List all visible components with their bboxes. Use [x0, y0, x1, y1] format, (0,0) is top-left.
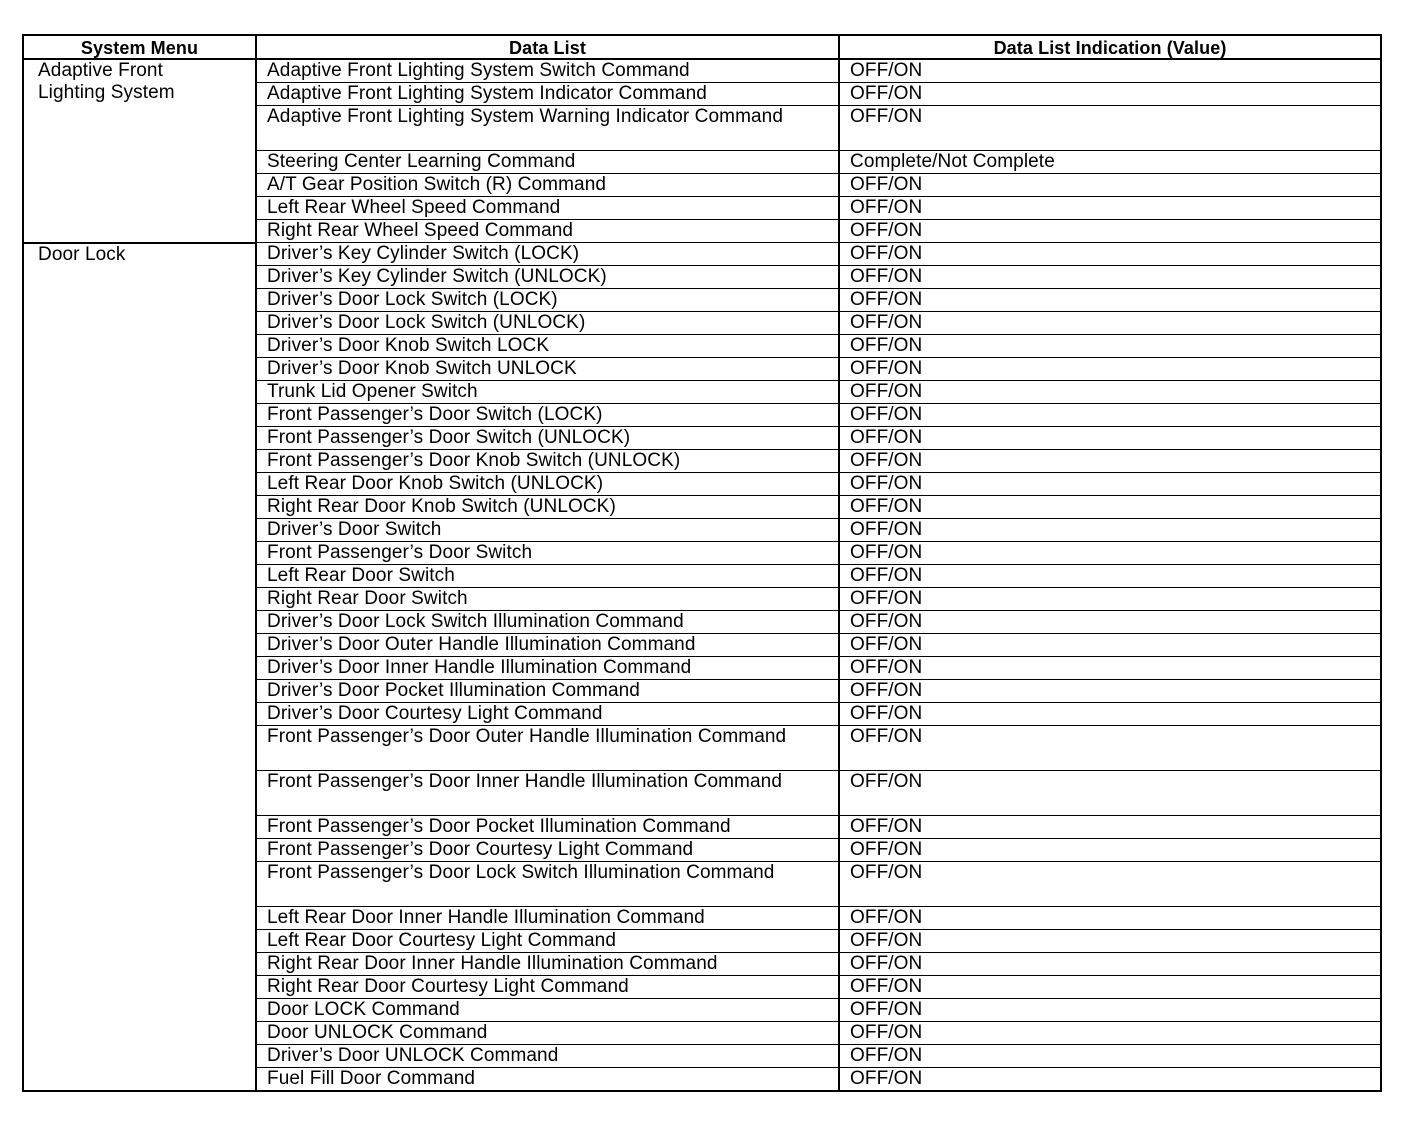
data-list-value: OFF/ON — [839, 106, 1381, 151]
data-list-value: OFF/ON — [839, 1022, 1381, 1045]
data-list-item: Left Rear Door Switch — [256, 565, 839, 588]
data-list-item: Adaptive Front Lighting System Warning Indicator Command — [256, 106, 839, 151]
data-list-item: Front Passenger’s Door Courtesy Light Command — [256, 839, 839, 862]
data-list-value: OFF/ON — [839, 862, 1381, 907]
data-list-value: OFF/ON — [839, 611, 1381, 634]
data-list-value: OFF/ON — [839, 565, 1381, 588]
data-list-item: Driver’s Door Inner Handle Illumination Command — [256, 657, 839, 680]
table-row — [23, 243, 1381, 266]
data-list-value: OFF/ON — [839, 930, 1381, 953]
system-menu-label: Door Lock — [38, 243, 126, 265]
data-list-item: Right Rear Wheel Speed Command — [256, 220, 839, 243]
data-list-item: Driver’s Door Lock Switch (LOCK) — [256, 289, 839, 312]
data-list-item: Driver’s Door Pocket Illumination Command — [256, 680, 839, 703]
data-list-value: OFF/ON — [839, 771, 1381, 816]
data-list-value: OFF/ON — [839, 680, 1381, 703]
data-list-value: OFF/ON — [839, 588, 1381, 611]
data-list-value: OFF/ON — [839, 358, 1381, 381]
data-list-item: Steering Center Learning Command — [256, 151, 839, 174]
system-menu-cell — [23, 243, 256, 1092]
data-list-item: Adaptive Front Lighting System Indicator Command — [256, 83, 839, 106]
system-menu-cell — [23, 59, 256, 243]
header-indication: Data List Indication (Value) — [839, 35, 1381, 59]
data-list-value: OFF/ON — [839, 542, 1381, 565]
data-list-item: Left Rear Wheel Speed Command — [256, 197, 839, 220]
data-list-item: Driver’s Door Lock Switch Illumination Command — [256, 611, 839, 634]
data-list-item: Front Passenger’s Door Knob Switch (UNLOCK) — [256, 450, 839, 473]
data-list-item: Right Rear Door Courtesy Light Command — [256, 976, 839, 999]
data-list-sheet — [22, 34, 1380, 1092]
data-list-value: OFF/ON — [839, 174, 1381, 197]
data-list-value: OFF/ON — [839, 999, 1381, 1022]
data-list-item: Trunk Lid Opener Switch — [256, 381, 839, 404]
data-list-value: Complete/Not Complete — [839, 151, 1381, 174]
data-list-value: OFF/ON — [839, 381, 1381, 404]
data-list-value: OFF/ON — [839, 266, 1381, 289]
data-list-item: Front Passenger’s Door Inner Handle Illumination Command — [256, 771, 839, 816]
data-list-value: OFF/ON — [839, 289, 1381, 312]
data-list-value: OFF/ON — [839, 1045, 1381, 1068]
data-list-value: OFF/ON — [839, 473, 1381, 496]
data-list-value: OFF/ON — [839, 83, 1381, 106]
data-list-item: Driver’s Door UNLOCK Command — [256, 1045, 839, 1068]
data-list-item: Right Rear Door Knob Switch (UNLOCK) — [256, 496, 839, 519]
data-list-item: Left Rear Door Courtesy Light Command — [256, 930, 839, 953]
data-list-item: Front Passenger’s Door Switch — [256, 542, 839, 565]
data-list-item: Driver’s Key Cylinder Switch (UNLOCK) — [256, 266, 839, 289]
data-list-item: Driver’s Door Knob Switch LOCK — [256, 335, 839, 358]
data-list-item: Right Rear Door Inner Handle Illumination Command — [256, 953, 839, 976]
data-list-item: Front Passenger’s Door Switch (LOCK) — [256, 404, 839, 427]
data-list-value: OFF/ON — [839, 335, 1381, 358]
data-list-value: OFF/ON — [839, 703, 1381, 726]
header-row — [23, 35, 1381, 59]
data-list-value: OFF/ON — [839, 726, 1381, 771]
data-list-value: OFF/ON — [839, 839, 1381, 862]
table-body — [23, 59, 1381, 1091]
header-system-menu: System Menu — [23, 35, 256, 59]
data-list-value: OFF/ON — [839, 220, 1381, 243]
data-list-item: Driver’s Door Outer Handle Illumination Command — [256, 634, 839, 657]
data-list-item: Adaptive Front Lighting System Switch Command — [256, 59, 839, 83]
data-list-value: OFF/ON — [839, 519, 1381, 542]
data-list-item: Door UNLOCK Command — [256, 1022, 839, 1045]
header-data-list: Data List — [256, 35, 839, 59]
data-list-value: OFF/ON — [839, 243, 1381, 266]
data-list-value: OFF/ON — [839, 907, 1381, 930]
data-list-item: A/T Gear Position Switch (R) Command — [256, 174, 839, 197]
data-list-item: Driver’s Door Lock Switch (UNLOCK) — [256, 312, 839, 335]
data-list-value: OFF/ON — [839, 197, 1381, 220]
data-list-value: OFF/ON — [839, 59, 1381, 83]
data-list-item: Front Passenger’s Door Lock Switch Illumination Command — [256, 862, 839, 907]
data-list-item: Front Passenger’s Door Pocket Illumination Command — [256, 816, 839, 839]
data-list-item: Left Rear Door Knob Switch (UNLOCK) — [256, 473, 839, 496]
data-list-item: Front Passenger’s Door Switch (UNLOCK) — [256, 427, 839, 450]
data-list-value: OFF/ON — [839, 816, 1381, 839]
data-list-item: Driver’s Door Switch — [256, 519, 839, 542]
data-list-value: OFF/ON — [839, 450, 1381, 473]
data-list-value: OFF/ON — [839, 657, 1381, 680]
data-list-value: OFF/ON — [839, 427, 1381, 450]
data-list-value: OFF/ON — [839, 312, 1381, 335]
data-list-item: Right Rear Door Switch — [256, 588, 839, 611]
data-list-value: OFF/ON — [839, 976, 1381, 999]
data-list-value: OFF/ON — [839, 634, 1381, 657]
data-list-table — [22, 34, 1382, 1092]
system-menu-label: Lighting System — [38, 82, 175, 103]
data-list-value: OFF/ON — [839, 496, 1381, 519]
data-list-item: Front Passenger’s Door Outer Handle Illumination Command — [256, 726, 839, 771]
data-list-value: OFF/ON — [839, 953, 1381, 976]
system-menu-label: Adaptive Front — [38, 60, 163, 81]
data-list-value: OFF/ON — [839, 404, 1381, 427]
table-row — [23, 59, 1381, 83]
data-list-item: Door LOCK Command — [256, 999, 839, 1022]
data-list-item: Fuel Fill Door Command — [256, 1068, 839, 1092]
data-list-item: Driver’s Door Knob Switch UNLOCK — [256, 358, 839, 381]
data-list-item: Driver’s Key Cylinder Switch (LOCK) — [256, 243, 839, 266]
data-list-item: Driver’s Door Courtesy Light Command — [256, 703, 839, 726]
data-list-item: Left Rear Door Inner Handle Illumination Command — [256, 907, 839, 930]
data-list-value: OFF/ON — [839, 1068, 1381, 1092]
